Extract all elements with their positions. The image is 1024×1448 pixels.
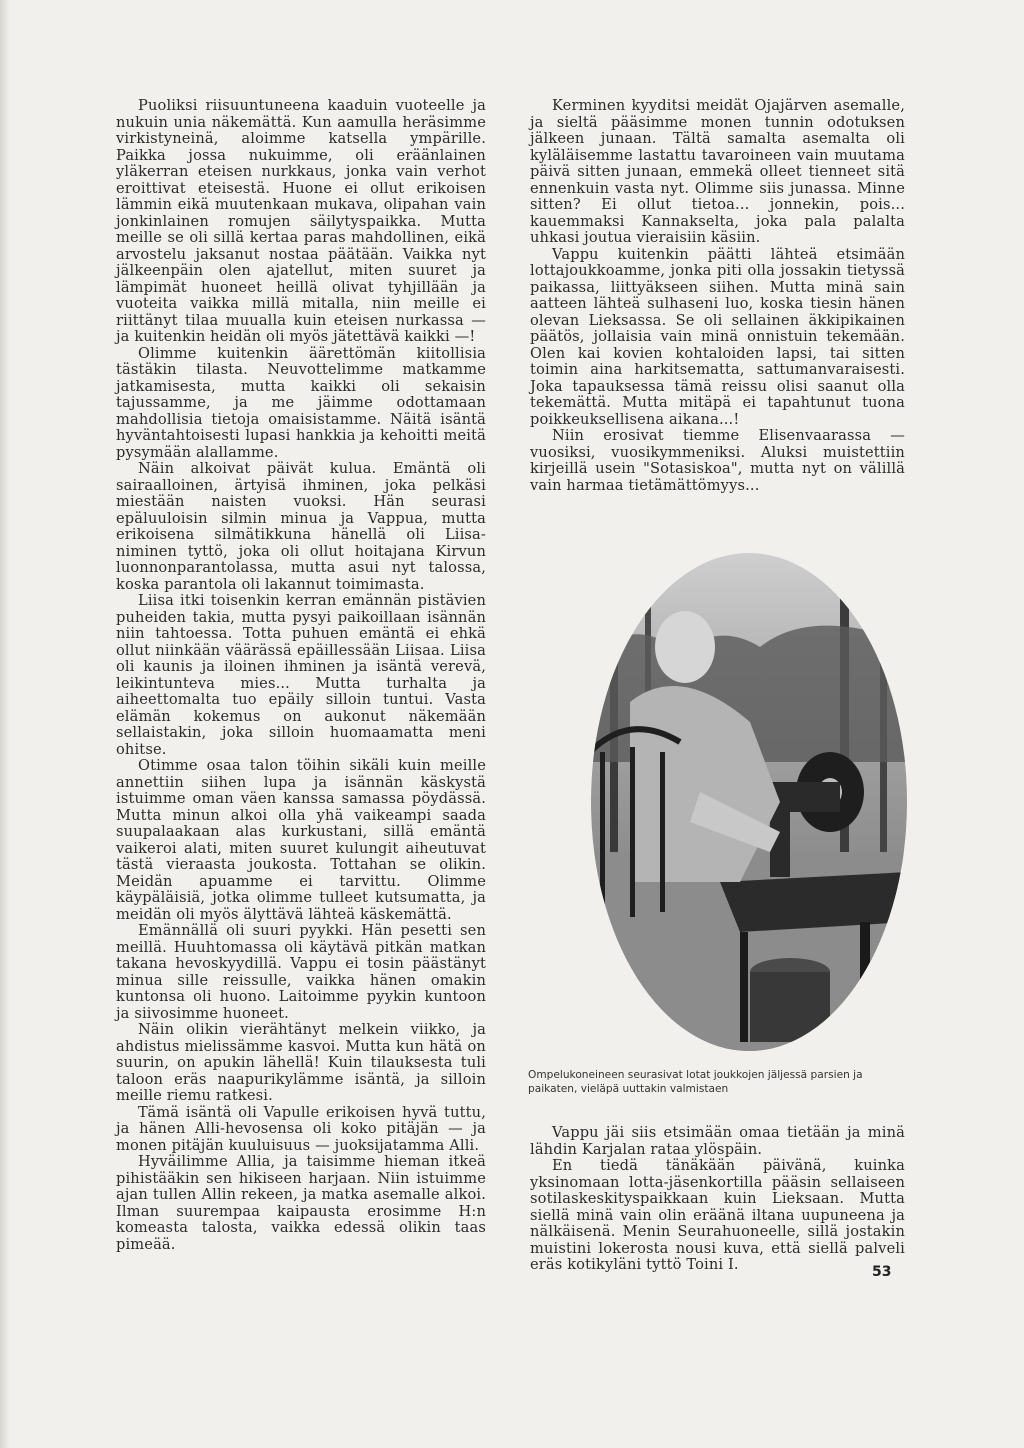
paragraph: En tiedä tänäkään päivänä, kuinka yksinomaan lotta-jäsenkortilla pääsin sellaiseen sotilaskeskityspaikkaan kuin Lieksaan. Mutta siellä minä vain olin eräänä iltana uupuneena ja nälkäisenä. Menin Seurahuoneelle, sillä jostakin muistini lokerosta nousi kuva, että siellä palveli eräs kotikyläni tyttö Toini I.	[530, 1157, 905, 1273]
paragraph: Vappu jäi siis etsimään omaa tietään ja minä lähdin Karjalan rataa ylöspäin.	[530, 1124, 905, 1158]
photo-sewing-machine	[590, 552, 908, 1052]
page-number: 53	[872, 1264, 892, 1280]
paragraph: Olimme kuitenkin äärettömän kiitollisia tästäkin tilasta. Neuvottelimme matkamme jatkamisesta, mutta kaikki oli sekaisin tajussamme, ja me jäimme odottamaan mahdollisia tietoja omaisistamme. Näitä isäntä hyväntahtoisesti lupasi hankkia ja kehoitti meitä pysymään alallamme.	[116, 344, 486, 461]
left-text-column	[116, 98, 486, 1253]
paragraph: Liisa itki toisenkin kerran emännän pistävien puheiden takia, mutta pysyi paikoillaan isännän niin tahtoessa. Totta puhuen emäntä ei ehkä ollut niinkään väärässä epäillessään Liisaa. Liisa oli kaunis ja iloinen ihminen ja isäntä verevä, leikintunteva mies... Mutta turhalta ja aiheettomalta tuo epäily silloin tuntui. Vasta elämän kokemus on aukonut näkemään sellaistakin, joka silloin huomaamatta meni ohitse.	[116, 592, 486, 758]
photo-image	[590, 552, 908, 1052]
paragraph: Puoliksi riisuuntuneena kaaduin vuoteelle ja nukuin unia näkemättä. Kun aamulla heräsimme virkistyneinä, aloimme katsella ympärille. Paikka jossa nukuimme, oli eräänlainen yläkerran eteisen nurkkaus, jonka vain verhot eroittivat eteisestä. Huone ei ollut erikoisen lämmin eikä muutenkaan mukava, olipahan vain jonkinlainen romujen säilytyspaikka. Mutta meille se oli sillä kertaa paras mahdollinen, eikä arvostelu jaksanut nostaa päätään. Vaikka nyt jälkeenpäin olen ajatellut, miten suuret ja lämpimät huoneet heillä olivat tyhjillään ja vuoteita vaikka millä mitalla, niin meille ei riittänyt tilaa muualla kuin eteisen nurkassa — ja kuitenkin heidän oli myös jätettävä kaikki —!	[116, 97, 486, 345]
paragraph: Tämä isäntä oli Vapulle erikoisen hyvä tuttu, ja hänen Alli-hevosensa oli koko pitäjän — ja monen pitäjän kuuluisuus — juoksijatamma Alli.	[116, 1103, 486, 1154]
paragraph: Otimme osaa talon töihin sikäli kuin meille annettiin siihen lupa ja isännän käskystä istuimme oman väen kanssa samassa pöydässä. Mutta minun alkoi olla yhä vaikeampi saada suupalaakaan alas kurkustani, sillä emäntä vaikeroi alati, miten suuret kulungit aiheutuvat tästä vieraasta joukosta. Tottahan se olikin. Meidän apuamme ei tarvittu. Olimme käypäläisiä, jotka olimme tulleet kutsumatta, ja meidän oli myös älyttävä lähteä käskemättä.	[116, 757, 486, 923]
paragraph: Näin alkoivat päivät kulua. Emäntä oli sairaalloinen, ärtyisä ihminen, joka pelkäsi miestään naisten vuoksi. Hän seurasi epäluuloisin silmin minua ja Vappua, mutta erikoisena silmätikkuna hänellä oli Liisa-niminen tyttö, joka oli ollut hoitajana Kirvun luonnonparantolassa, mutta asui nyt talossa, koska parantola oli lakannut toimimasta.	[116, 460, 486, 593]
paragraph: Vappu kuitenkin päätti lähteä etsimään lottajoukkoamme, jonka piti olla jossakin tietyssä paikassa, liittyäkseen siihen. Mutta minä sain aatteen lähteä sulhaseni luo, koska tiesin hänen olevan Lieksassa. Se oli sellainen äkkipikainen päätös, jollaisia vain minä onnistuin tekemään. Olen kai kovien kohtaloiden lapsi, tai sitten toimin aina harkitsematta, sattumanvaraisesti. Joka tapauksessa tämä reissu olisi saanut olla tekemättä. Mutta mitäpä ei tapahtunut tuona poikkeuksellisena aikana...!	[530, 245, 905, 428]
paragraph: Näin olikin vierähtänyt melkein viikko, ja ahdistus mielissämme kasvoi. Mutta kun hätä on suurin, on apukin lähellä! Kuin tilauksesta tuli taloon eräs naapurikylämme isäntä, ja silloin meille riemu ratkesi.	[116, 1021, 486, 1104]
paragraph: Kerminen kyyditsi meidät Ojajärven asemalle, ja sieltä pääsimme monen tunnin odotuksen jälkeen junaan. Tältä samalta asemalta oli kyläläisemme lastattu tavaroineen vain muutama päivä sitten junaan, emmekä olleet tienneet sitä ennenkuin vasta nyt. Olimme siis junassa. Minne sitten? Ei ollut tietoa... jonnekin, pois... kauemmaksi Kannakselta, joka pala palalta uhkasi joutua vieraisiin käsiin.	[530, 97, 905, 246]
page-binding-shadow	[0, 0, 10, 1448]
right-text-column-top	[530, 98, 905, 494]
paragraph: Hyväilimme Alliа, ja taisimme hieman itkeä pihistääkin sen hikiseen harjaan. Niin istuimme ajan tullen Allin rekeen, ja matka asemalle alkoi. Ilman suurempaa kaipausta erosimme H:n komeasta talosta, vaikka edessä olikin taas pimeää.	[116, 1153, 486, 1253]
right-text-column-bottom	[530, 1125, 905, 1274]
photo-caption: Ompelukoneineen seurasivat lotat joukkojen jäljessä parsien ja paikaten, vieläpä uuttakin valmistaen	[528, 1069, 863, 1095]
paragraph: Niin erosivat tiemme Elisenvaarassa — vuosiksi, vuosikymmeniksi. Aluksi muistettiin kirjeillä usein "Sotasiskoa", mutta nyt on välillä vain harmaa tietämättömyys...	[530, 427, 905, 494]
paragraph: Emännällä oli suuri pyykki. Hän pesetti sen meillä. Huuhtomassa oli käytävä pitkän matkan takana hevoskyydillä. Vappu ei tosin päästänyt minua sille reissulle, vaikka hänen omakin kuntonsa oli huono. Laitoimme pyykin kuntoon ja siivosimme huoneet.	[116, 922, 486, 1022]
